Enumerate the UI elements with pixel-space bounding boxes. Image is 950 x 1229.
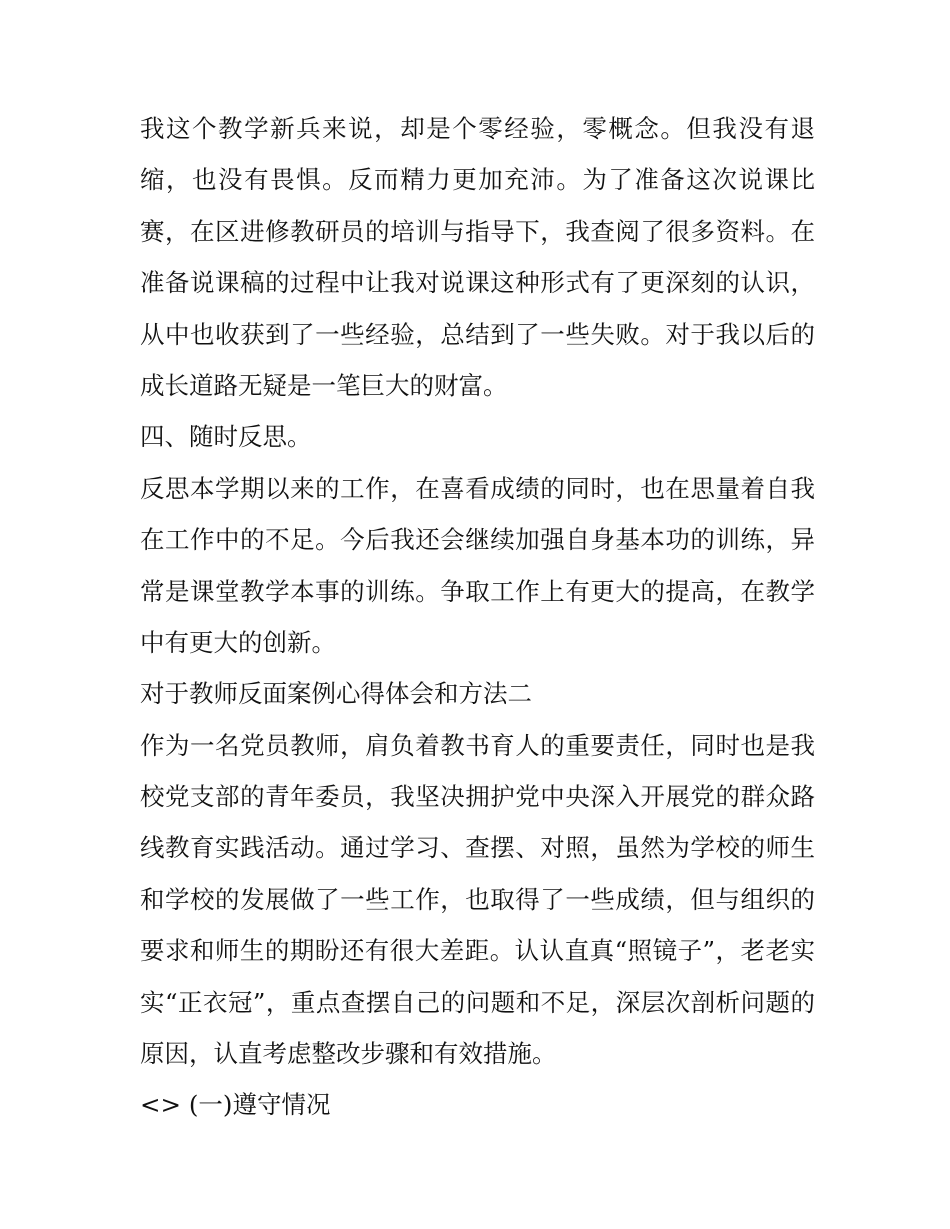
text-line: 中有更大的创新。 [140, 627, 336, 657]
text-line: 赛，在区进修教研员的培训与指导下，我查阅了很多资料。在 [140, 216, 815, 246]
text-line: 校党支部的青年委员，我坚决拥护党中央深入开展党的群众路 [140, 782, 815, 812]
section-heading: 四、随时反思。 [140, 422, 312, 452]
text-line: 线教育实践活动。通过学习、查摆、对照，虽然为学校的师生 [140, 833, 815, 863]
text-line: 成长道路无疑是一笔巨大的财富。 [140, 370, 508, 400]
text-line: 准备说课稿的过程中让我对说课这种形式有了更深刻的认识， [140, 268, 815, 298]
subsection-heading: <> (一)遵守情况 [140, 1090, 331, 1120]
text-line: 原因，认直考虑整改步骤和有效措施。 [140, 1039, 557, 1069]
body-text [140, 103, 815, 1131]
text-line: 实“正衣冠”，重点查摆自己的问题和不足，深层次剖析问题的 [140, 987, 815, 1017]
text-line: 作为一名党员教师，肩负着教书育人的重要责任，同时也是我 [140, 730, 815, 760]
text-line: 在工作中的不足。今后我还会继续加强自身基本功的训练，异 [140, 525, 815, 555]
text-line: 要求和师生的期盼还有很大差距。认认直真“照镜子”，老老实 [140, 936, 815, 966]
text-line: 我这个教学新兵来说，却是个零经验，零概念。但我没有退 [140, 114, 815, 143]
text-line: 反思本学期以来的工作，在喜看成绩的同时，也在思量着自我 [140, 473, 815, 503]
text-line: 从中也收获到了一些经验，总结到了一些失败。对于我以后的 [140, 319, 815, 349]
text-line: 常是课堂教学本事的训练。争取工作上有更大的提高，在教学 [140, 576, 815, 606]
article-title: 对于教师反面案例心得体会和方法二 [140, 679, 532, 709]
text-line: 和学校的发展做了一些工作，也取得了一些成绩，但与组织的 [140, 884, 815, 914]
text-line: 缩，也没有畏惧。反而精力更加充沛。为了准备这次说课比 [140, 165, 815, 195]
